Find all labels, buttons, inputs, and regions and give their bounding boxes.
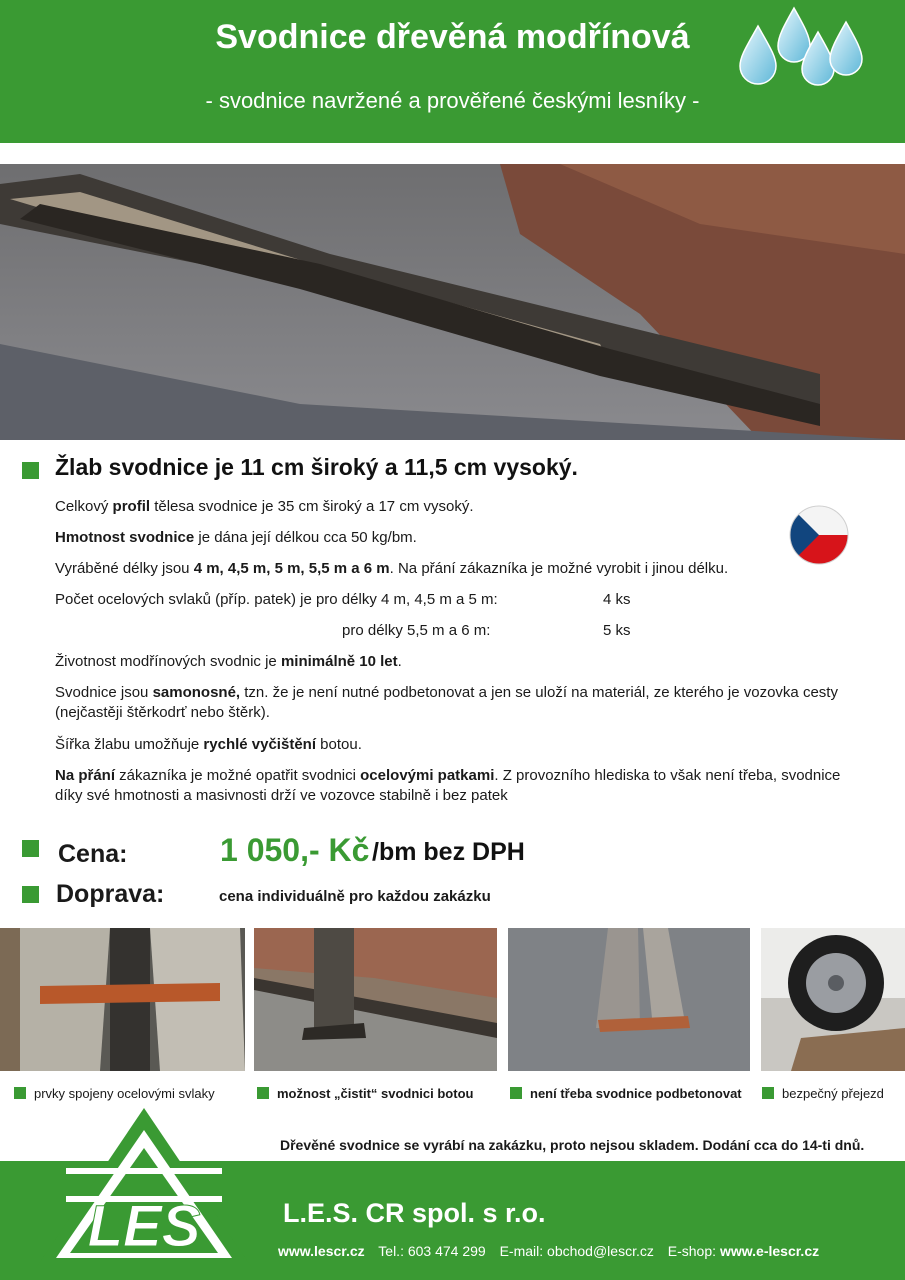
spec-weight: Hmotnost svodnice je dána její délkou cca 50 kg/bm.: [55, 529, 417, 546]
website-link[interactable]: www.lescr.cz: [278, 1243, 365, 1259]
caption-cleaning: možnost „čistit“ svodnici botou: [257, 1086, 473, 1101]
spec-ties-value-1: 4 ks: [603, 591, 631, 608]
spec-cleaning: Šířka žlabu umožňuje rychlé vyčištění botou.: [55, 736, 362, 753]
les-logo: [36, 1108, 252, 1268]
caption-bullet: [14, 1087, 26, 1099]
caption-bullet: [257, 1087, 269, 1099]
heading-bullet: [22, 462, 39, 479]
email-address[interactable]: E-mail: obchod@lescr.cz: [499, 1243, 654, 1259]
spec-steel-feet: Na přání zákazníka je možné opatřit svodnici ocelovými patkami. Z provozního hlediska to však není třeba, svodnice díky své hmotnosti a masivnosti drží ve vozovce stabilně i bez patek: [55, 767, 841, 804]
spec-ties-value-2: 5 ks: [603, 622, 631, 639]
caption-steel-ties: prvky spojeny ocelovými svlaky: [14, 1086, 215, 1101]
caption-bullet: [510, 1087, 522, 1099]
water-drops-icon: [738, 4, 866, 88]
spec-heading: Žlab svodnice je 11 cm široký a 11,5 cm vysoký.: [55, 454, 578, 480]
eshop-link[interactable]: www.e-lescr.cz: [720, 1243, 820, 1259]
photo-no-concrete-needed: [508, 928, 750, 1071]
phone-number: Tel.: 603 474 299: [378, 1243, 486, 1259]
spec-profile: Celkový profil tělesa svodnice je 35 cm široký a 17 cm vysoký.: [55, 498, 474, 515]
eshop-label: E-shop:: [667, 1243, 717, 1259]
company-name: L.E.S. CR spol. s r.o.: [283, 1198, 546, 1228]
caption-bullet: [762, 1087, 774, 1099]
spec-self-supporting: Svodnice jsou samonosné, tzn. že je není nutné podbetonovat a jen se uloží na materiál, ze kterého je vozovka cesty (nejčastěji štěrkodrť nebo štěrk).: [55, 684, 838, 721]
price-unit: /bm bez DPH: [372, 838, 525, 866]
contact-line: [278, 1243, 829, 1259]
hero-photo: [0, 164, 905, 440]
price-value: 1 050,- Kč: [220, 832, 370, 868]
transport-bullet: [22, 886, 39, 903]
spec-lengths: Vyráběné délky jsou 4 m, 4,5 m, 5 m, 5,5 m a 6 m. Na přání zákazníka je možné vyrobit i jinou délku.: [55, 560, 729, 577]
price-bullet: [22, 840, 39, 857]
transport-label: Doprava:: [56, 880, 165, 908]
czech-flag-icon: [789, 505, 849, 565]
spec-ties-label-1: Počet ocelových svlaků (příp. patek) je pro délky 4 m, 4,5 m a 5 m:: [55, 591, 498, 608]
photo-cleaning-with-boot: [254, 928, 497, 1071]
caption-safe-crossing: bezpečný přejezd: [762, 1086, 884, 1101]
caption-no-concrete: není třeba svodnice podbetonovat: [510, 1086, 742, 1101]
spec-ties-label-2: pro délky 5,5 m a 6 m:: [342, 622, 491, 639]
page-title: Svodnice dřevěná modřínová: [215, 18, 690, 56]
transport-value: cena individuálně pro každou zakázku: [219, 888, 491, 905]
price-label: Cena:: [58, 840, 128, 868]
delivery-notice: Dřevěné svodnice se vyrábí na zakázku, proto nejsou skladem. Dodání cca do 14-ti dnů.: [280, 1137, 865, 1153]
photo-steel-ties: [0, 928, 245, 1071]
photo-safe-crossing: [761, 928, 905, 1071]
svg-text:LES: LES: [87, 1194, 201, 1259]
page-subtitle: - svodnice navržené a prověřené českými lesníky -: [205, 88, 700, 113]
spec-lifetime: Životnost modřínových svodnic je minimálně 10 let.: [55, 653, 402, 670]
